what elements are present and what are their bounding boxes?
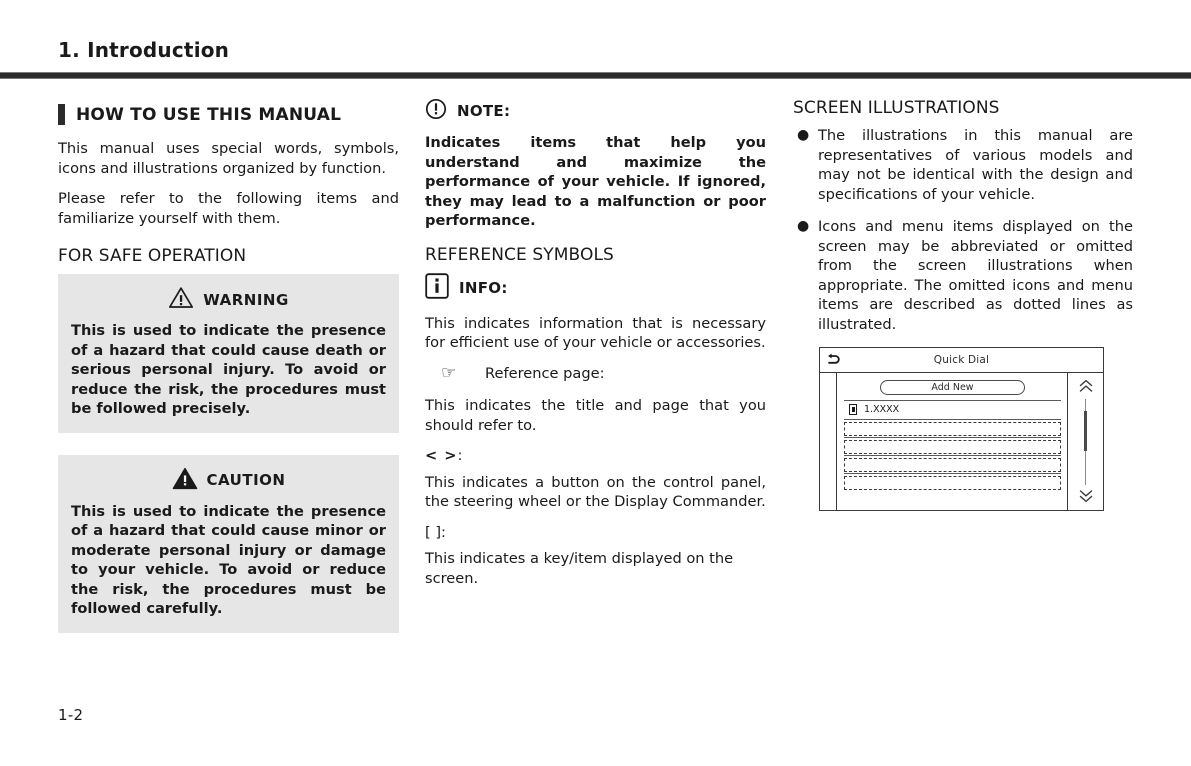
quick-dial-entry-label: 1.XXXX [864,404,900,415]
omitted-item-row[interactable] [844,440,1061,454]
phone-device-icon [849,404,857,415]
screen-row-separator [844,473,1061,474]
scrollbar-track[interactable] [1085,399,1086,485]
square-bracket-marker-line [425,523,766,543]
caution-triangle-filled-icon [172,467,198,494]
warning-triangle-outline-icon [168,286,194,313]
add-new-button[interactable]: Add New [880,380,1025,395]
chevron-double-down-icon[interactable] [1078,489,1094,505]
omitted-item-row[interactable] [844,422,1061,436]
column-middle [425,98,766,588]
bullet-dot-icon: ● [797,218,810,234]
info-label: INFO: [459,278,508,297]
note-body-text: Indicates items that help you understand and maximize the performance of your vehicle. If ignored, they may lead to a malfunction or poor performance. [425,134,766,229]
page-number: 1-2 [58,706,84,724]
angle-bracket-colon: : [457,447,463,464]
caution-box [58,455,399,633]
quick-dial-entry-row[interactable] [844,401,1061,418]
note-header [425,98,766,124]
caution-body-text: This is used to indicate the presence of a hazard that could cause minor or moderate personal injury or damage to your vehicle. To avoid or reduce the risk, the procedures must be followed carefully. [71,502,386,617]
header-divider-rule [0,72,1191,79]
intro-paragraph-1: This manual uses special words, symbols, icons and illustrations organized by function. [58,140,399,177]
screen-title: Quick Dial [933,354,990,366]
subheading-for-safe-operation: FOR SAFE OPERATION [58,246,247,266]
screen-row-separator [844,419,1061,420]
bullet-dot-icon: ● [797,127,810,143]
exclamation-circle-icon [425,98,447,124]
bullet-text: Icons and menu items displayed on the screen may be abbreviated or omitted from the screen illustrations when appropriate. The omitted icons and menu items are described as dotted lines as illustrated. [818,218,1133,333]
warning-body-text: This is used to indicate the presence of a hazard that could cause death or serious personal injury. To avoid or reduce the risk, the procedures must be followed precisely. [71,322,386,417]
warning-box [58,274,399,433]
angle-bracket-marker: < > [425,447,458,464]
reference-page-body-text: This indicates the title and page that you should refer to. [425,397,766,434]
heading-accent-bar [58,104,65,125]
warning-header [71,286,386,313]
note-label: NOTE: [457,102,511,120]
screen-main-area [820,373,1103,511]
omitted-item-row[interactable] [844,476,1061,490]
screen-illustration-figure [819,347,1104,511]
bullet-text: The illustrations in this manual are representatives of various models and may not be identical with the design and specifications of your vehicle. [818,127,1133,203]
square-bracket-marker: [ ] [425,523,442,541]
screen-row-separator [844,455,1061,456]
reference-page-label: Reference page: [485,364,605,382]
subheading-reference-symbols: REFERENCE SYMBOLS [425,244,614,265]
caution-label: CAUTION [206,471,286,489]
screen-scrollbar[interactable] [1067,373,1103,511]
info-square-icon [425,273,449,303]
angle-bracket-marker-line [425,446,766,466]
reference-page-line [425,364,766,384]
omitted-item-row[interactable] [844,458,1061,472]
scrollbar-thumb[interactable] [1084,411,1087,451]
info-header [425,273,766,303]
screen-left-rail [820,373,837,511]
angle-bracket-body-text: This indicates a button on the control panel, the steering wheel or the Display Commander. [425,473,766,510]
info-body-text: This indicates information that is necessary for efficient use of your vehicle or accessories. [425,314,766,351]
caution-header [71,467,386,494]
column-right [793,98,1133,511]
section-heading-how-to-use [58,104,399,125]
list-item [793,126,1133,204]
square-bracket-colon: : [441,523,446,541]
square-bracket-body-text: This indicates a key/item displayed on the screen. [425,550,734,587]
pointing-hand-icon: ☞ [441,362,457,383]
screen-content-area [837,373,1067,511]
warning-label: WARNING [203,290,289,309]
chevron-double-up-icon[interactable] [1078,379,1094,395]
intro-paragraph-2: Please refer to the following items and familiarize yourself with them. [58,190,399,227]
page-title: 1. Introduction [58,38,230,62]
screen-illustrations-bullet-list [793,126,1133,334]
column-left [58,98,399,655]
screen-row-separator [844,437,1061,438]
section-heading-label: HOW TO USE THIS MANUAL [76,104,342,125]
subheading-screen-illustrations: SCREEN ILLUSTRATIONS [793,98,1000,118]
screen-title-bar [820,348,1103,373]
list-item [793,217,1133,334]
